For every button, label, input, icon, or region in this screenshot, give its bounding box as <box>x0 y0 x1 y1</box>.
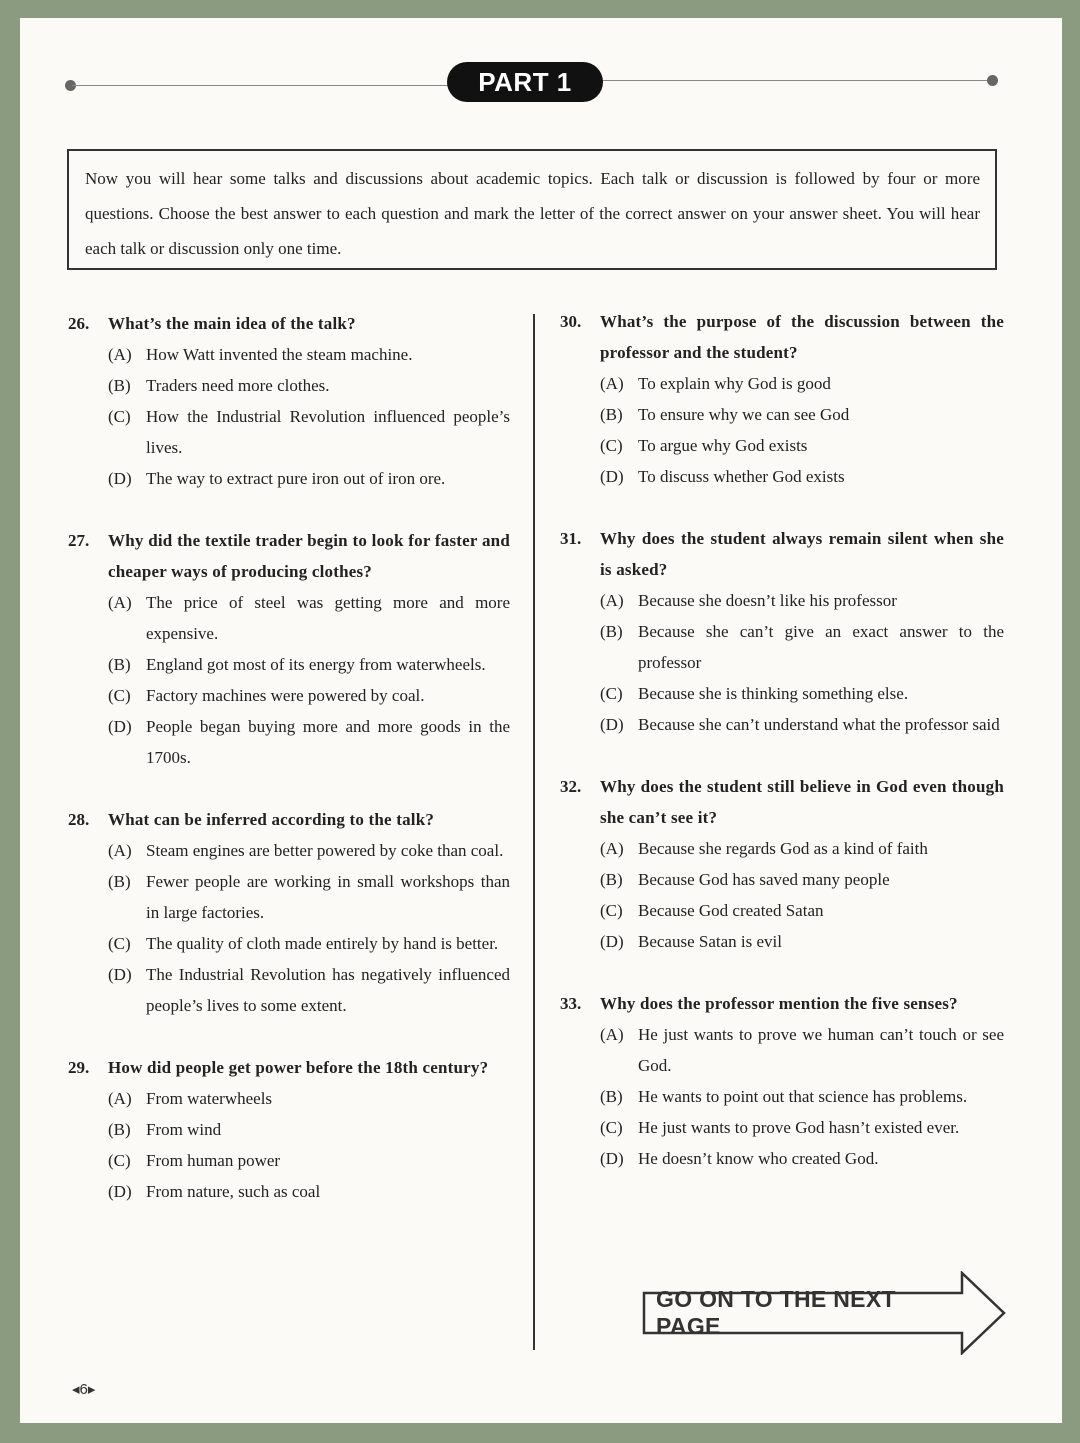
option-text: From human power <box>146 1151 281 1170</box>
question-number: 32. <box>560 777 582 796</box>
question-number: 29. <box>68 1058 90 1077</box>
option-letter: (D) <box>108 1182 132 1201</box>
option-text: Because God has saved many people <box>638 870 890 889</box>
question-33 <box>560 988 1004 1174</box>
option-text: Because she regards God as a kind of faith <box>638 839 928 858</box>
option-letter: (C) <box>108 934 131 953</box>
header-right-dot <box>987 75 998 86</box>
option-text: He just wants to prove God hasn’t existed ever. <box>638 1118 960 1137</box>
question-number: 31. <box>560 529 582 548</box>
option-letter: (C) <box>600 684 623 703</box>
instructions-box: Now you will hear some talks and discussions about academic topics. Each talk or discussion is followed by four or more questions. Choose the best answer to each question and mark the letter of the correct answer on your answer sheet. You will hear each talk or discussion only one time. <box>67 149 997 270</box>
option-a[interactable] <box>560 368 1004 399</box>
option-text: From nature, such as coal <box>146 1182 321 1201</box>
option-text: To discuss whether God exists <box>638 467 845 486</box>
option-letter: (C) <box>108 407 131 426</box>
question-text: What can be inferred according to the talk? <box>108 810 435 829</box>
option-letter: (A) <box>600 591 624 610</box>
option-a[interactable] <box>68 339 510 370</box>
option-letter: (D) <box>600 932 624 951</box>
question-32 <box>560 771 1004 957</box>
option-letter: (C) <box>108 1151 131 1170</box>
option-d[interactable] <box>560 1143 1004 1174</box>
option-d[interactable] <box>560 926 1004 957</box>
question-28 <box>68 804 510 1021</box>
option-letter: (A) <box>600 1025 624 1044</box>
option-text: From wind <box>146 1120 222 1139</box>
option-c[interactable] <box>68 928 510 959</box>
question-31 <box>560 523 1004 740</box>
option-b[interactable] <box>560 399 1004 430</box>
option-text: England got most of its energy from waterwheels. <box>146 655 486 674</box>
option-c[interactable] <box>560 895 1004 926</box>
question-text: What’s the purpose of the discussion between the professor and the student? <box>600 312 1004 362</box>
option-text: From waterwheels <box>146 1089 273 1108</box>
option-letter: (D) <box>600 467 624 486</box>
question-text: How did people get power before the 18th century? <box>108 1058 489 1077</box>
question-text: What’s the main idea of the talk? <box>108 314 356 333</box>
question-number: 26. <box>68 314 90 333</box>
option-text: He wants to point out that science has problems. <box>638 1087 968 1106</box>
page-number: ◂6▸ <box>72 1381 96 1398</box>
option-letter: (B) <box>600 622 623 641</box>
question-number: 33. <box>560 994 582 1013</box>
question-text: Why does the student always remain silent when she is asked? <box>600 529 1004 579</box>
option-d[interactable] <box>68 711 510 773</box>
option-text: He doesn’t know who created God. <box>638 1149 879 1168</box>
option-letter: (C) <box>600 901 623 920</box>
question-29 <box>68 1052 510 1207</box>
option-text: How Watt invented the steam machine. <box>146 345 413 364</box>
option-a[interactable] <box>68 587 510 649</box>
option-letter: (D) <box>108 965 132 984</box>
option-letter: (D) <box>108 717 132 736</box>
option-letter: (B) <box>600 1087 623 1106</box>
option-c[interactable] <box>68 401 510 463</box>
option-letter: (B) <box>108 376 131 395</box>
part-title: PART 1 <box>447 62 603 102</box>
option-b[interactable] <box>560 616 1004 678</box>
option-a[interactable] <box>560 1019 1004 1081</box>
question-number: 28. <box>68 810 90 829</box>
option-c[interactable] <box>560 430 1004 461</box>
questions-left-column <box>68 308 510 1238</box>
option-a[interactable] <box>560 833 1004 864</box>
option-text: He just wants to prove we human can’t touch or see God. <box>638 1025 1004 1075</box>
option-text: Because she can’t give an exact answer to the professor <box>638 622 1004 672</box>
option-b[interactable] <box>68 370 510 401</box>
option-text: Because God created Satan <box>638 901 824 920</box>
option-letter: (B) <box>600 870 623 889</box>
option-letter: (A) <box>108 593 132 612</box>
option-text: The price of steel was getting more and more expensive. <box>146 593 510 643</box>
option-letter: (B) <box>108 1120 131 1139</box>
question-27 <box>68 525 510 773</box>
option-text: Because Satan is evil <box>638 932 782 951</box>
question-text: Why does the student still believe in God even though she can’t see it? <box>600 777 1004 827</box>
column-divider <box>533 314 535 1350</box>
question-number: 30. <box>560 312 582 331</box>
option-a[interactable] <box>68 835 510 866</box>
option-b[interactable] <box>68 649 510 680</box>
option-text: To ensure why we can see God <box>638 405 850 424</box>
option-b[interactable] <box>560 1081 1004 1112</box>
option-letter: (C) <box>108 686 131 705</box>
option-c[interactable] <box>560 1112 1004 1143</box>
option-text: Because she doesn’t like his professor <box>638 591 897 610</box>
option-letter: (D) <box>600 715 624 734</box>
option-text: Because she is thinking something else. <box>638 684 909 703</box>
option-b[interactable] <box>68 866 510 928</box>
option-d[interactable] <box>560 709 1004 740</box>
option-c[interactable] <box>68 680 510 711</box>
question-30 <box>560 306 1004 492</box>
option-letter: (B) <box>108 655 131 674</box>
option-letter: (B) <box>108 872 131 891</box>
option-text: Fewer people are working in small workshops than in large factories. <box>146 872 510 922</box>
option-text: The way to extract pure iron out of iron ore. <box>146 469 446 488</box>
option-d[interactable] <box>560 461 1004 492</box>
option-text: To argue why God exists <box>638 436 808 455</box>
option-letter: (D) <box>108 469 132 488</box>
option-b[interactable] <box>560 864 1004 895</box>
option-text: Traders need more clothes. <box>146 376 330 395</box>
option-d[interactable] <box>68 463 510 494</box>
option-d[interactable] <box>68 959 510 1021</box>
option-letter: (A) <box>600 839 624 858</box>
option-text: Steam engines are better powered by coke than coal. <box>146 841 504 860</box>
option-text: Factory machines were powered by coal. <box>146 686 425 705</box>
option-letter: (A) <box>600 374 624 393</box>
option-a[interactable] <box>68 1083 510 1114</box>
option-c[interactable] <box>560 678 1004 709</box>
question-26 <box>68 308 510 494</box>
next-page-label[interactable]: GO ON TO THE NEXT PAGE <box>656 1286 896 1339</box>
option-letter: (C) <box>600 436 623 455</box>
option-letter: (D) <box>600 1149 624 1168</box>
option-text: The quality of cloth made entirely by hand is better. <box>146 934 499 953</box>
question-number: 27. <box>68 531 90 550</box>
option-a[interactable] <box>560 585 1004 616</box>
option-text: Because she can’t understand what the professor said <box>638 715 1000 734</box>
option-text: How the Industrial Revolution influenced people’s lives. <box>146 407 510 457</box>
header-rule-right <box>600 80 990 81</box>
question-text: Why did the textile trader begin to look for faster and cheaper ways of producing clothes? <box>108 531 510 581</box>
option-letter: (C) <box>600 1118 623 1137</box>
option-letter: (A) <box>108 345 132 364</box>
option-letter: (B) <box>600 405 623 424</box>
option-c[interactable] <box>68 1145 510 1176</box>
option-text: The Industrial Revolution has negatively influenced people’s lives to some extent. <box>146 965 510 1015</box>
option-letter: (A) <box>108 1089 132 1108</box>
exam-page <box>20 18 1062 1423</box>
header-rule-left <box>72 85 452 86</box>
questions-right-column <box>560 306 1004 1205</box>
option-b[interactable] <box>68 1114 510 1145</box>
option-letter: (A) <box>108 841 132 860</box>
option-text: People began buying more and more goods in the 1700s. <box>146 717 510 767</box>
option-text: To explain why God is good <box>638 374 831 393</box>
option-d[interactable] <box>68 1176 510 1207</box>
question-text: Why does the professor mention the five senses? <box>600 994 958 1013</box>
